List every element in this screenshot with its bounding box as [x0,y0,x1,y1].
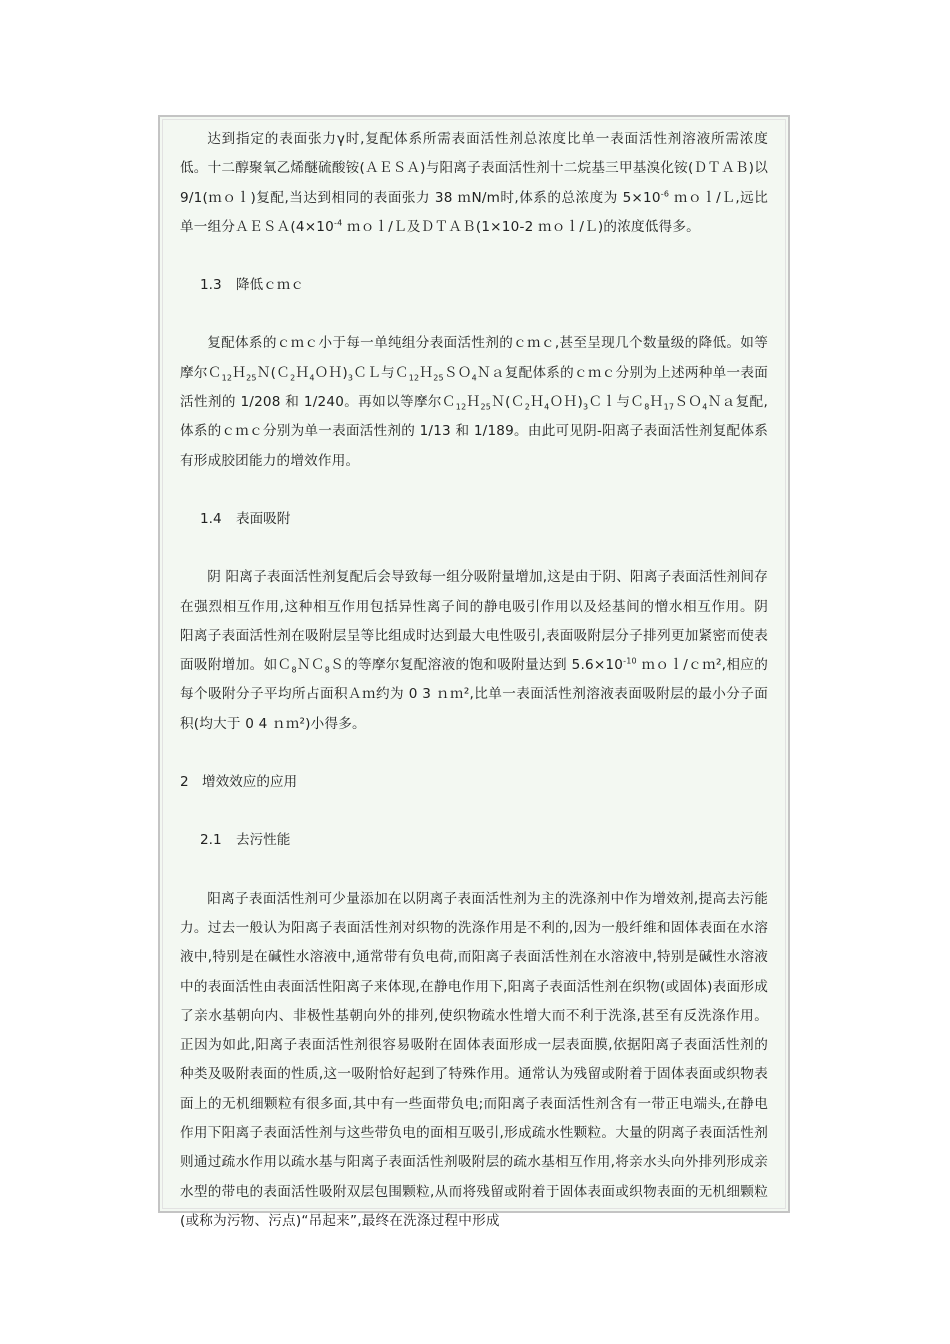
document-content [180,125,768,1236]
document-frame [158,115,790,1229]
heading-1-3: 1.3 降低ｃｍｃ [200,277,304,294]
paragraph-detergency: 阳离子表面活性剂可少量添加在以阴离子表面活性剂为主的洗涤剂中作为增效剂,提高去污能力。过去一般认为阳离子表面活性剂对织物的洗涤作用是不利的,因为一般纤维和固体表面在水溶液中,特别是在碱性水溶液中,通常带有负电荷,而阳离子表面活性剂在水溶液中,特别是碱性水溶液中的表面活性由表面活性阳离子来体现,在静电作用下,阳离子表面活性剂在织物(或固体)表面形成了亲水基朝向内、非极性基朝向外的排列,使织物疏水性增大而不利于洗涤,甚至有反洗涤作用。正因为如此,阳离子表面活性剂很容易吸附在固体表面形成一层表面膜,依据阳离子表面活性剂的种类及吸附表面的性质,这一吸附恰好起到了特殊作用。通常认为残留或附着于固体表面或织物表面上的无机细颗粒有很多面,其中有一些面带负电;而阳离子表面活性剂含有一带正电端头,在静电作用下阳离子表面活性剂与这些带负电的面相互吸引,形成疏水性颗粒。大量的阴离子表面活性剂则通过疏水作用以疏水基与阳离子表面活性剂吸附层的疏水基相互作用,将亲水头向外排列形成亲水型的带电的表面活性吸附双层包围颗粒,从而将残留或附着于固体表面或织物表面的无机细颗粒(或称为污物、污点)“吊起来”,最终在洗涤过程中形成 [180,890,768,1229]
heading-2-1: 2.1 去污性能 [200,832,291,849]
heading-1-4: 1.4 表面吸附 [200,510,291,527]
paragraph-adsorption: 阴 阳离子表面活性剂复配后会导致每一组分吸附量增加,这是由于阴、阳离子表面活性剂间存在强烈相互作用,这种相互作用包括异性离子间的静电吸引作用以及烃基间的憎水相互作用。阴 阳离子表面活性剂在吸附层呈等比组成时达到最大电性吸引,表面吸附层分子排列更加紧密而使表面吸附增加。如Ｃ$_8$ＮＣ$_8$Ｓ的等摩尔复配溶液的饱和吸附量达到 $5.6\times 10^{-10}$ ｍｏｌ/ｃｍ²,相应的每个吸附分子平均所占面积Ａｍ约为 0 3 ｎｍ²,比单一表面活性剂溶液表面吸附层的最小分子面积(均大于 0 4 ｎｍ²)小得多。 [180,569,768,732]
heading-2: 2 增效效应的应用 [180,774,298,791]
paragraph-cmc: 复配体系的ｃｍｃ小于每一单纯组分表面活性剂的ｃｍｃ,甚至呈现几个数量级的降低。如等摩尔$C_{12}H_{25}N(C_2H_4OH)_3CL$与Ｃ$_{12}$Ｈ$_{25}$ＳＯ$_4$Ｎａ复配体系的ｃｍｃ分别为上述两种单一表面活性剂的 1/208 和 1/240。再如以等摩尔$C_{12}H_{25}N(C_2H_4OH)_3Cl$与Ｃ$_8$Ｈ$_{17}$ＳＯ$_4$Ｎａ复配,体系的ｃｍｃ分别为单一表面活性剂的 1/13 和 1/189。由此可见阴-阳离子表面活性剂复配体系有形成胶团能力的增效作用。 [180,335,769,469]
paragraph-surface-tension: 达到指定的表面张力γ时,复配体系所需表面活性剂总浓度比单一表面活性剂溶液所需浓度低。十二醇聚氧乙烯醚硫酸铵(ＡＥＳＡ)与阳离子表面活性剂十二烷基三甲基溴化铵(ＤＴＡＢ)以 9/1(ｍｏｌ)复配,当达到相同的表面张力 38 ｍN/m时,体系的总浓度为 $5\times 10^{-6}$ ｍｏｌ/Ｌ,远比单一组分$AESA(4\times 10^{-4}$ ｍｏｌ/Ｌ及ＤＴＡＢ(1×10-2 ｍｏｌ/Ｌ)的浓度低得多。 [180,131,769,235]
